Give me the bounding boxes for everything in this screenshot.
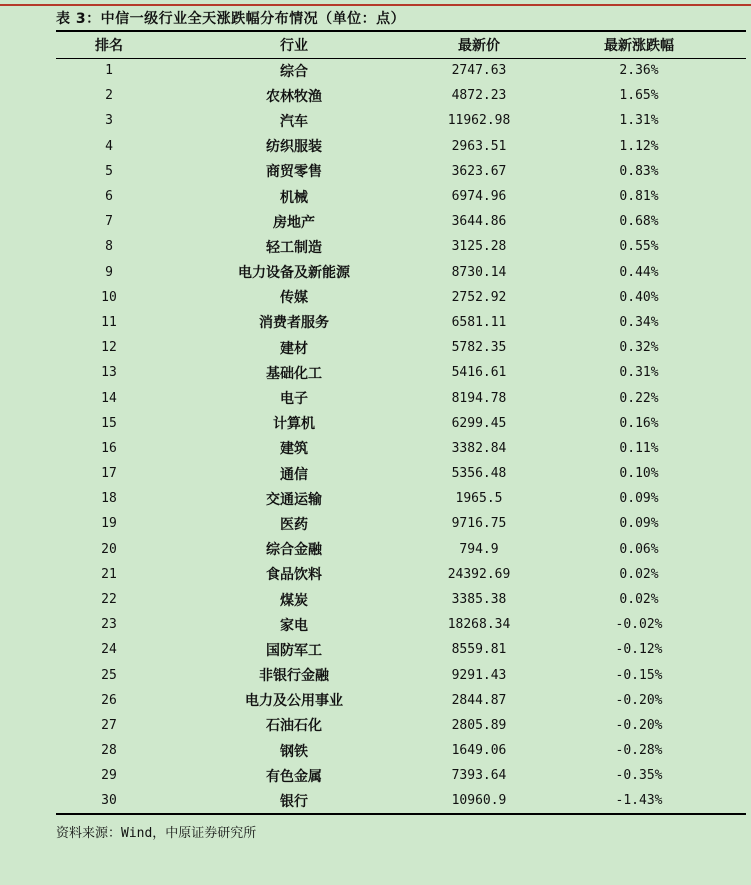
change-cell: 0.16% (619, 415, 659, 431)
table-row (56, 713, 746, 738)
change-cell: 0.68% (619, 214, 659, 230)
industry-cell: 传媒 (280, 290, 308, 307)
rank-cell: 27 (101, 717, 117, 733)
rank-cell: 7 (105, 214, 113, 230)
rank-cell: 30 (56, 788, 162, 813)
industry-cell: 消费者服务 (259, 315, 329, 332)
table-row (56, 763, 746, 788)
table-row (56, 310, 746, 335)
price-cell: 3385.38 (451, 592, 507, 608)
rank-cell: 11 (101, 314, 117, 330)
table-row (56, 108, 746, 133)
table-row (56, 159, 746, 184)
industry-table (56, 30, 746, 815)
price-cell: 11962.98 (447, 113, 511, 129)
rank-cell: 9 (105, 264, 113, 280)
rank-cell: 10 (101, 289, 117, 305)
price-cell: 18268.34 (447, 617, 511, 633)
table-row (56, 260, 746, 285)
change-cell: 0.06% (619, 541, 659, 557)
industry-cell: 汽车 (280, 113, 308, 130)
rank-cell: 28 (101, 743, 117, 759)
price-cell: 2747.63 (451, 63, 507, 79)
rank-cell: 21 (101, 566, 117, 582)
industry-cell: 银行 (162, 788, 426, 813)
price-cell: 3623.67 (451, 163, 507, 179)
price-cell: 4872.23 (451, 88, 507, 104)
change-cell: 0.32% (619, 340, 659, 356)
table-row (56, 788, 746, 813)
change-cell: -0.02% (615, 617, 663, 633)
price-cell: 5356.48 (451, 466, 507, 482)
price-cell: 3382.84 (451, 440, 507, 456)
change-cell: 0.10% (619, 466, 659, 482)
table-row (56, 436, 746, 461)
rank-cell: 4 (105, 138, 113, 154)
industry-cell: 电子 (280, 391, 308, 408)
change-cell: 0.34% (619, 314, 659, 330)
industry-cell: 商贸零售 (266, 164, 322, 181)
industry-cell: 综合金融 (266, 542, 322, 559)
price-cell: 6974.96 (451, 189, 507, 205)
change-cell: 0.11% (619, 440, 659, 456)
price-cell: 2752.92 (451, 289, 507, 305)
price-cell: 3644.86 (451, 214, 507, 230)
rank-cell: 13 (101, 365, 117, 381)
price-cell: 1649.06 (451, 743, 507, 759)
table-row (56, 663, 746, 688)
industry-table-container (56, 30, 746, 815)
table-row (56, 285, 746, 310)
change-cell: 0.40% (619, 289, 659, 305)
change-cell: -0.20% (615, 692, 663, 708)
price-cell: 9291.43 (451, 667, 507, 683)
change-cell: 0.83% (619, 163, 659, 179)
table-body (56, 58, 746, 814)
table-row (56, 461, 746, 486)
rank-cell: 15 (101, 415, 117, 431)
table-row (56, 184, 746, 209)
table-row (56, 209, 746, 234)
table-row (56, 637, 746, 662)
industry-cell: 交通运输 (266, 491, 322, 508)
change-cell: 0.44% (619, 264, 659, 280)
table-row (56, 688, 746, 713)
rank-cell: 29 (101, 768, 117, 784)
industry-cell: 建材 (280, 340, 308, 357)
price-cell: 9716.75 (451, 516, 507, 532)
change-cell: 1.31% (619, 113, 659, 129)
industry-cell: 钢铁 (280, 743, 308, 760)
change-cell: -0.35% (615, 768, 663, 784)
industry-cell: 通信 (280, 466, 308, 483)
price-cell: 2805.89 (451, 717, 507, 733)
change-cell: -0.28% (615, 743, 663, 759)
rank-cell: 16 (101, 440, 117, 456)
price-cell: 6299.45 (451, 415, 507, 431)
change-cell: 0.31% (619, 365, 659, 381)
header-price: 最新价 (426, 31, 532, 58)
industry-cell: 农林牧渔 (266, 88, 322, 105)
industry-cell: 机械 (280, 189, 308, 206)
industry-cell: 轻工制造 (266, 239, 322, 256)
rank-cell: 14 (101, 390, 117, 406)
industry-cell: 纺织服装 (266, 139, 322, 156)
rank-cell: 24 (101, 642, 117, 658)
header-industry: 行业 (162, 31, 426, 58)
price-cell: 2963.51 (451, 138, 507, 154)
rank-cell: 23 (101, 617, 117, 633)
table-row (56, 587, 746, 612)
rank-cell: 8 (105, 239, 113, 255)
price-cell: 6581.11 (451, 314, 507, 330)
rank-cell: 12 (101, 340, 117, 356)
industry-cell: 有色金属 (266, 768, 322, 785)
industry-cell: 电力及公用事业 (245, 693, 343, 710)
change-cell: 0.81% (619, 189, 659, 205)
change-cell: 0.55% (619, 239, 659, 255)
table-row (56, 134, 746, 159)
rank-cell: 22 (101, 592, 117, 608)
table-row (56, 385, 746, 410)
change-cell: 1.12% (619, 138, 659, 154)
rank-cell: 20 (101, 541, 117, 557)
rank-cell: 17 (101, 466, 117, 482)
price-cell: 24392.69 (447, 566, 511, 582)
rank-cell: 1 (105, 63, 113, 79)
industry-cell: 房地产 (273, 214, 315, 231)
rank-cell: 25 (101, 667, 117, 683)
change-cell: 0.02% (619, 592, 659, 608)
industry-cell: 基础化工 (266, 365, 322, 382)
industry-cell: 食品饮料 (266, 567, 322, 584)
change-cell: 2.36% (619, 63, 659, 79)
change-cell: 0.09% (619, 516, 659, 532)
table-header-row (56, 31, 746, 58)
top-rule (0, 4, 751, 6)
change-cell: 1.65% (619, 88, 659, 104)
table-row (56, 562, 746, 587)
price-cell: 5782.35 (451, 340, 507, 356)
table-row (56, 486, 746, 511)
rank-cell: 3 (105, 113, 113, 129)
price-cell: 5416.61 (451, 365, 507, 381)
table-row (56, 511, 746, 536)
table-row (56, 335, 746, 360)
change-cell: 0.02% (619, 566, 659, 582)
industry-cell: 电力设备及新能源 (238, 265, 350, 282)
table-row (56, 234, 746, 259)
industry-cell: 非银行金融 (259, 668, 329, 685)
header-rank: 排名 (56, 31, 162, 58)
change-cell: -0.12% (615, 642, 663, 658)
price-cell: 1965.5 (455, 491, 503, 507)
industry-cell: 煤炭 (280, 592, 308, 609)
industry-cell: 建筑 (280, 441, 308, 458)
table-row (56, 360, 746, 385)
rank-cell: 2 (105, 88, 113, 104)
source-note: 资料来源：Wind，中原证券研究所 (56, 826, 257, 841)
change-cell: 0.09% (619, 491, 659, 507)
table-row (56, 411, 746, 436)
table-caption: 表 3：中信一级行业全天涨跌幅分布情况（单位：点） (56, 11, 406, 27)
change-cell: -0.20% (615, 717, 663, 733)
price-cell: 2844.87 (451, 692, 507, 708)
table-row (56, 537, 746, 562)
price-cell: 8730.14 (451, 264, 507, 280)
industry-cell: 国防军工 (266, 642, 322, 659)
industry-cell: 医药 (280, 516, 308, 533)
industry-cell: 家电 (280, 617, 308, 634)
industry-cell: 计算机 (273, 416, 315, 433)
header-change: 最新涨跌幅 (532, 31, 746, 58)
price-cell: 7393.64 (451, 768, 507, 784)
price-cell: 794.9 (459, 541, 499, 557)
rank-cell: 26 (101, 692, 117, 708)
change-cell: 0.22% (619, 390, 659, 406)
table-row (56, 738, 746, 763)
change-cell: -0.15% (615, 667, 663, 683)
rank-cell: 19 (101, 516, 117, 532)
industry-cell: 石油石化 (266, 718, 322, 735)
price-cell: 3125.28 (451, 239, 507, 255)
price-cell: 8194.78 (451, 390, 507, 406)
change-cell: -1.43% (532, 788, 746, 813)
table-row (56, 58, 746, 83)
price-cell: 10960.9 (426, 788, 532, 813)
price-cell: 8559.81 (451, 642, 507, 658)
rank-cell: 5 (105, 163, 113, 179)
rank-cell: 6 (105, 189, 113, 205)
industry-cell: 综合 (280, 63, 308, 80)
table-row (56, 612, 746, 637)
table-row (56, 83, 746, 108)
rank-cell: 18 (101, 491, 117, 507)
